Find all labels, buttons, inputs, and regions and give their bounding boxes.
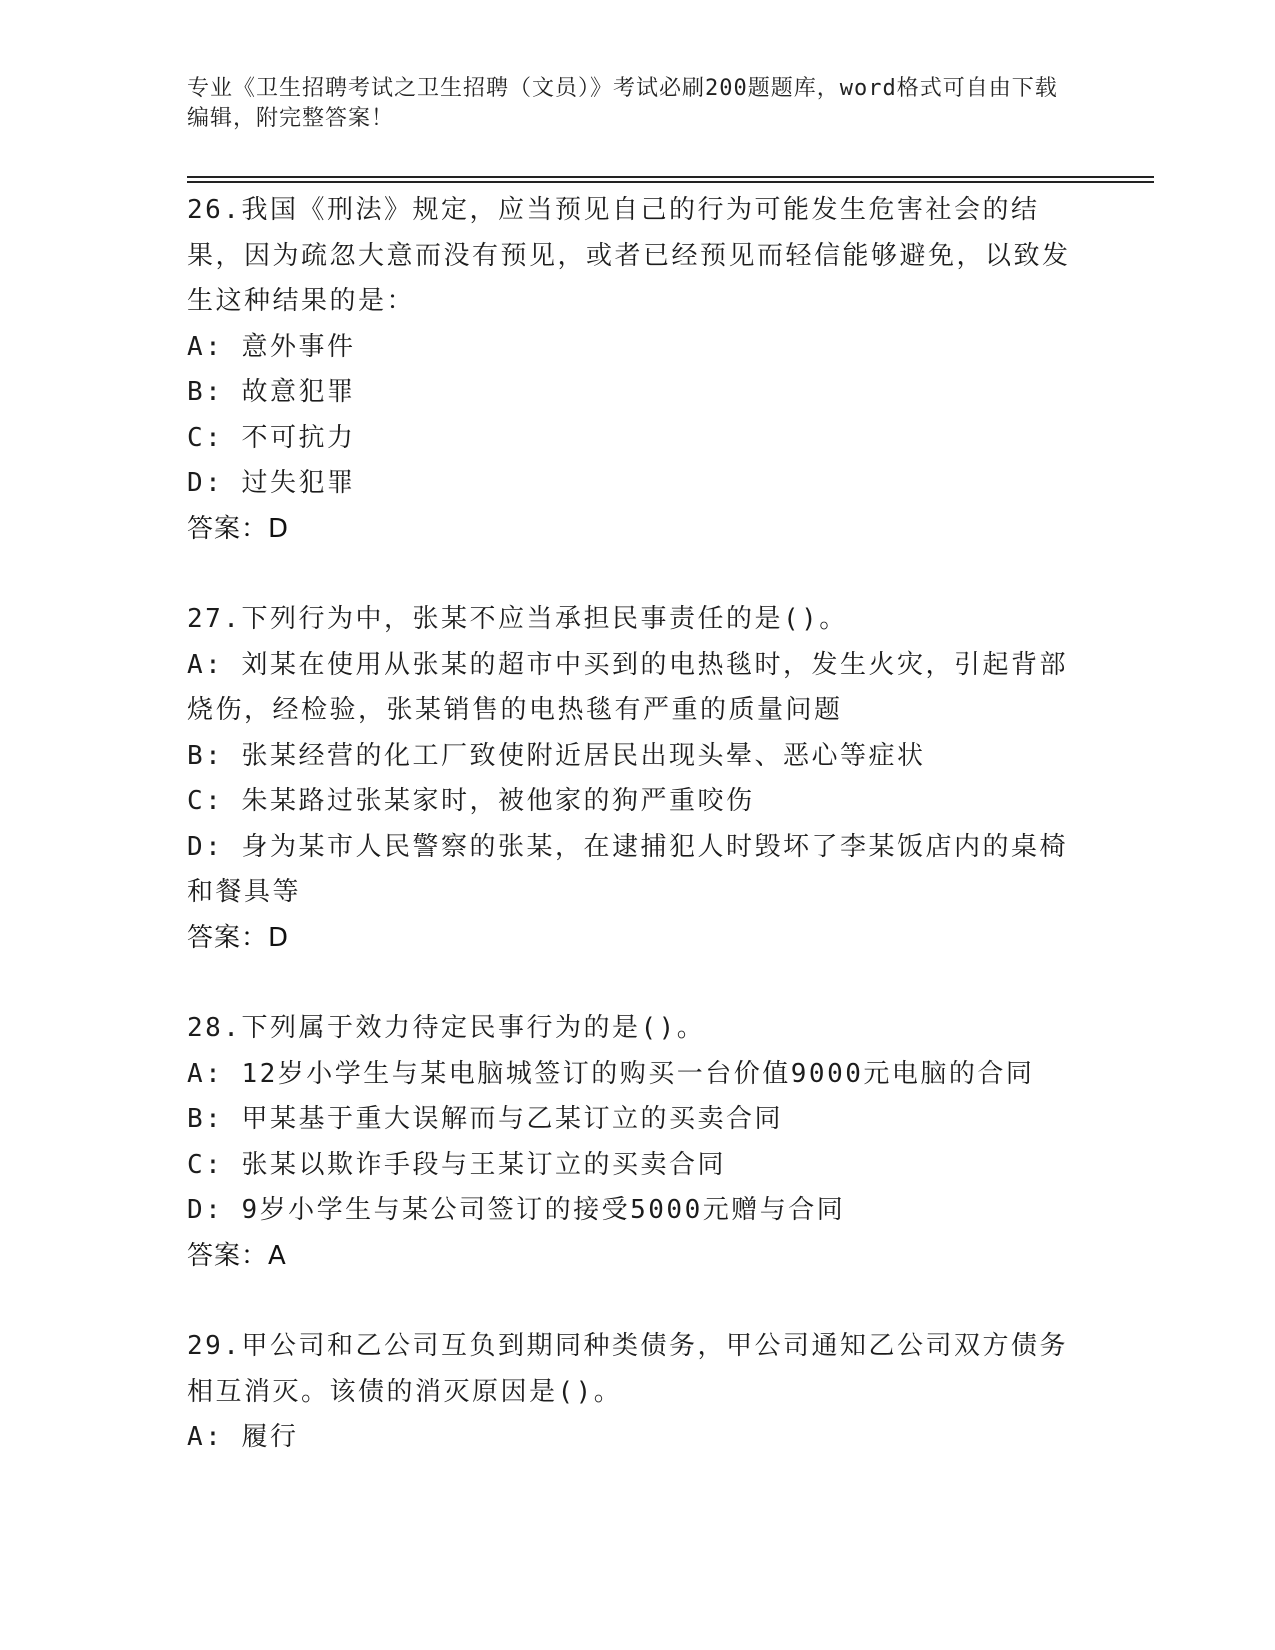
- document-header: [187, 74, 1077, 134]
- option-c: C: 张某以欺诈手段与王某订立的买卖合同: [187, 1149, 726, 1180]
- question-stem: 28.下列属于效力待定民事行为的是()。: [187, 1013, 706, 1043]
- question-stem: 29.甲公司和乙公司互负到期同种类债务，甲公司通知乙公司双方债务相互消灭。该债的消灭原因是()。: [187, 1331, 1068, 1407]
- option-b: B: 故意犯罪: [187, 377, 356, 407]
- answer-line: 答案：A: [187, 1240, 287, 1271]
- option-a: A: 履行: [187, 1422, 299, 1452]
- option-a: A: 12岁小学生与某电脑城签订的购买一台价值9000元电脑的合同: [187, 1058, 1035, 1089]
- answer-line: 答案：D: [187, 513, 290, 544]
- question-stem: 27.下列行为中，张某不应当承担民事责任的是()。: [187, 604, 848, 634]
- option-a: A: 刘某在使用从张某的超市中买到的电热毯时，发生火灾，引起背部烧伤，经检验，张某销售的电热毯有严重的质量问题: [187, 649, 1068, 725]
- question-list: [187, 188, 1077, 1506]
- option-d: D: 身为某市人民警察的张某，在逮捕犯人时毁坏了李某饭店内的桌椅和餐具等: [187, 831, 1068, 907]
- option-d: D: 9岁小学生与某公司签订的接受5000元赠与合同: [187, 1195, 846, 1225]
- option-d: D: 过失犯罪: [187, 468, 356, 498]
- question-28: [187, 1006, 1077, 1279]
- option-a: A: 意外事件: [187, 331, 356, 362]
- answer-line: 答案：D: [187, 922, 290, 953]
- question-27: [187, 597, 1077, 961]
- question-stem: 26.我国《刑法》规定，应当预见自己的行为可能发生危害社会的结果，因为疏忽大意而没有预见，或者已经预见而轻信能够避免，以致发生这种结果的是：: [187, 195, 1071, 316]
- option-c: C: 朱某路过张某家时，被他家的狗严重咬伤: [187, 786, 755, 816]
- option-c: C: 不可抗力: [187, 422, 356, 453]
- option-b: B: 甲某基于重大误解而与乙某订立的买卖合同: [187, 1104, 783, 1134]
- header-description: 专业《卫生招聘考试之卫生招聘（文员）》考试必刷200题题库，word格式可自由下载编辑，附完整答案！: [187, 76, 1058, 131]
- header-rule-top: [187, 176, 1154, 178]
- question-26: [187, 188, 1077, 552]
- question-29: [187, 1324, 1077, 1461]
- header-rule-bottom: [187, 181, 1154, 183]
- option-b: B: 张某经营的化工厂致使附近居民出现头晕、恶心等症状: [187, 740, 926, 771]
